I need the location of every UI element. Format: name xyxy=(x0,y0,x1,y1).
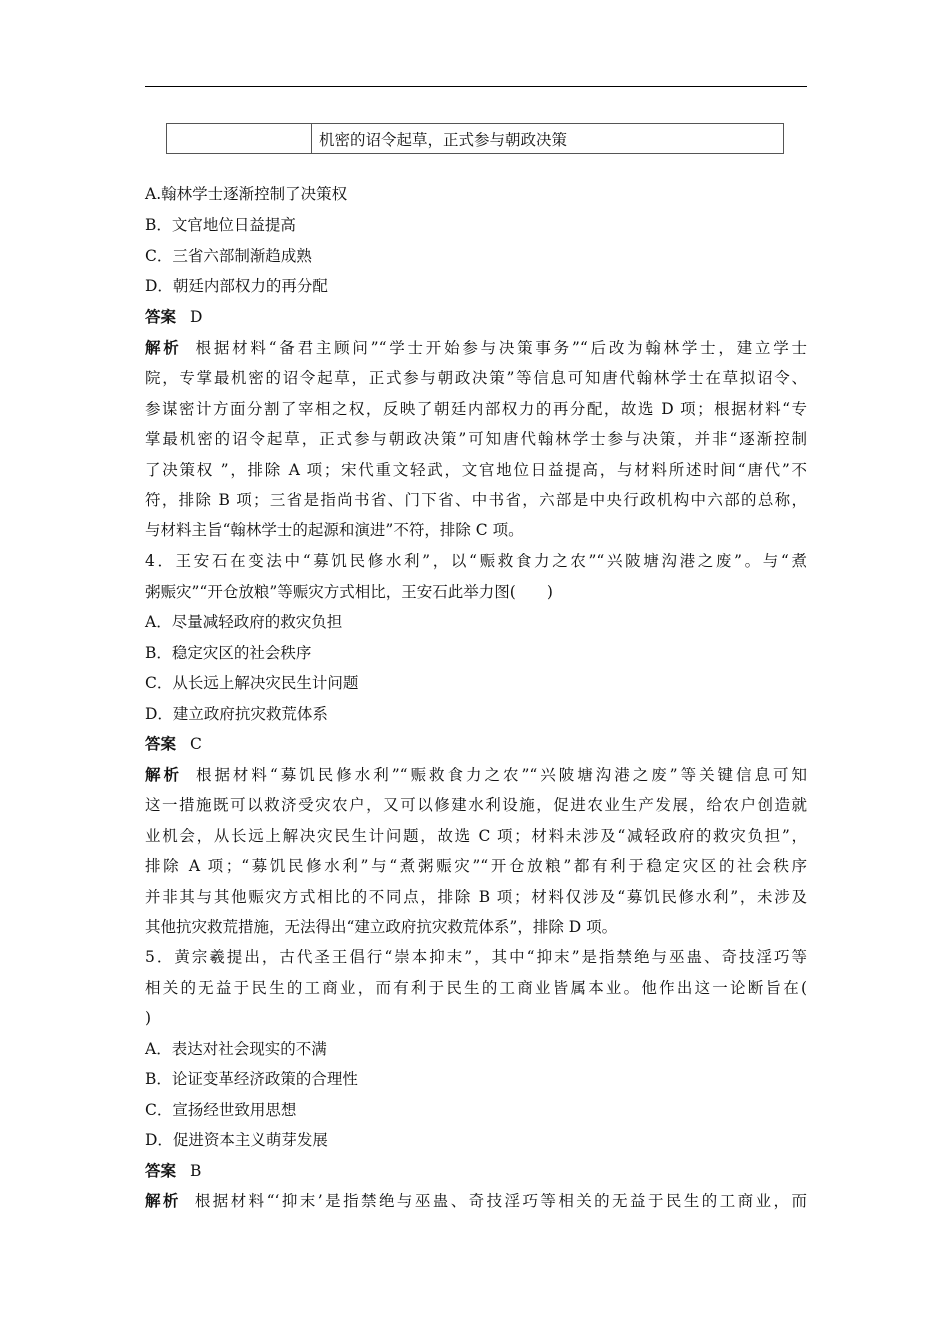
q4-analysis-line: 并非其与其他赈灾方式相比的不同点，排除 B 项；材料仅涉及“募饥民修水利”，未涉及 xyxy=(145,888,807,906)
q3-option-d: D．朝廷内部权力的再分配 xyxy=(145,277,328,295)
header-rule xyxy=(145,86,807,87)
q3-analysis-line: 解析 根据材料“备君主顾问”“学士开始参与决策事务”“后改为翰林学士，建立学士 xyxy=(145,338,807,357)
q5-answer xyxy=(145,1161,201,1181)
table-cell-text: 机密的诏令起草，正式参与朝政决策 xyxy=(319,131,568,149)
q4-analysis-line: 业机会，从长远上解决灾民生计问题，故选 C 项；材料未涉及“减轻政府的救灾负担”， xyxy=(145,827,807,845)
q4-analysis-line: 排除 A 项；“募饥民修水利”与“煮粥赈灾”“开仓放粮”都有利于稳定灾区的社会秩序 xyxy=(145,857,807,875)
q3-analysis-line: 掌最机密的诏令起草，正式参与朝政决策”可知唐代翰林学士参与决策，并非“逐渐控制 xyxy=(145,430,807,448)
answer-label: 答案 xyxy=(145,307,177,326)
q5-stem-line: 相关的无益于民生的工商业，而有利于民生的工商业皆属本业。他作出这一论断旨在( xyxy=(145,979,807,997)
q5-stem-line: ) xyxy=(145,1009,152,1027)
answer-label: 答案 xyxy=(145,734,177,753)
q5-option-a: A．表达对社会现实的不满 xyxy=(145,1040,327,1058)
q3-option-c: C．三省六部制渐趋成熟 xyxy=(145,247,312,265)
q3-analysis-line: 参谋密计方面分割了宰相之权，反映了朝廷内部权力的再分配，故选 D 项；根据材料“专 xyxy=(145,400,807,418)
answer-value: C xyxy=(190,735,202,753)
q4-option-c: C．从长远上解决灾民生计问题 xyxy=(145,674,359,692)
q4-analysis-line: 其他抗灾救荒措施，无法得出“建立政府抗灾救荒体系”，排除 D 项。 xyxy=(145,918,618,936)
q4-answer xyxy=(145,734,202,754)
material-table xyxy=(166,123,784,154)
q3-analysis-line: 符，排除 B 项；三省是指尚书省、门下省、中书省，六部是中央行政机构中六部的总称， xyxy=(145,491,807,509)
q4-option-b: B．稳定灾区的社会秩序 xyxy=(145,644,312,662)
q5-analysis-line: 解析 根据材料“‘抑末’是指禁绝与巫蛊、奇技淫巧等相关的无益于民生的工商业，而 xyxy=(145,1191,807,1210)
answer-value: B xyxy=(190,1162,202,1180)
q3-option-b: B．文官地位日益提高 xyxy=(145,216,296,234)
q3-analysis-line: 了决策权 ”，排除 A 项；宋代重文轻武，文官地位日益提高，与材料所述时间“唐代”不 xyxy=(145,461,807,479)
q3-analysis-line: 院，专掌最机密的诏令起草，正式参与朝政决策”等信息可知唐代翰林学士在草拟诏令、 xyxy=(145,369,807,387)
q4-analysis-line: 解析 根据材料“募饥民修水利”“赈救食力之农”“兴陂塘沟港之废”等关键信息可知 xyxy=(145,765,807,784)
q4-stem-line: 粥赈灾”“开仓放粮”等赈灾方式相比，王安石此举力图( ) xyxy=(145,583,553,601)
q4-stem-line: 4．王安石在变法中“募饥民修水利”，以“赈救食力之农”“兴陂塘沟港之废”。与“煮 xyxy=(145,552,807,570)
q4-analysis-line: 这一措施既可以救济受灾农户，又可以修建水利设施，促进农业生产发展，给农户创造就 xyxy=(145,796,807,814)
q4-option-d: D．建立政府抗灾救荒体系 xyxy=(145,705,328,723)
q4-option-a: A．尽量减轻政府的救灾负担 xyxy=(145,613,343,631)
q3-analysis-line: 与材料主旨“翰林学士的起源和演进”不符，排除 C 项。 xyxy=(145,521,524,539)
q5-option-b: B．论证变革经济政策的合理性 xyxy=(145,1070,358,1088)
q3-answer xyxy=(145,307,202,327)
answer-label: 答案 xyxy=(145,1161,177,1180)
q5-option-c: C．宣扬经世致用思想 xyxy=(145,1101,297,1119)
analysis-label: 解析 xyxy=(145,1191,181,1210)
q5-stem-line: 5．黄宗羲提出，古代圣王倡行“崇本抑末”，其中“抑末”是指禁绝与巫蛊、奇技淫巧等 xyxy=(145,948,807,966)
answer-value: D xyxy=(190,308,203,326)
analysis-label: 解析 xyxy=(145,765,182,784)
table-cell-empty xyxy=(167,124,312,153)
q5-option-d: D．促进资本主义萌芽发展 xyxy=(145,1131,328,1149)
analysis-label: 解析 xyxy=(145,338,182,357)
q3-option-a: A.翰林学士逐渐控制了决策权 xyxy=(145,185,348,203)
